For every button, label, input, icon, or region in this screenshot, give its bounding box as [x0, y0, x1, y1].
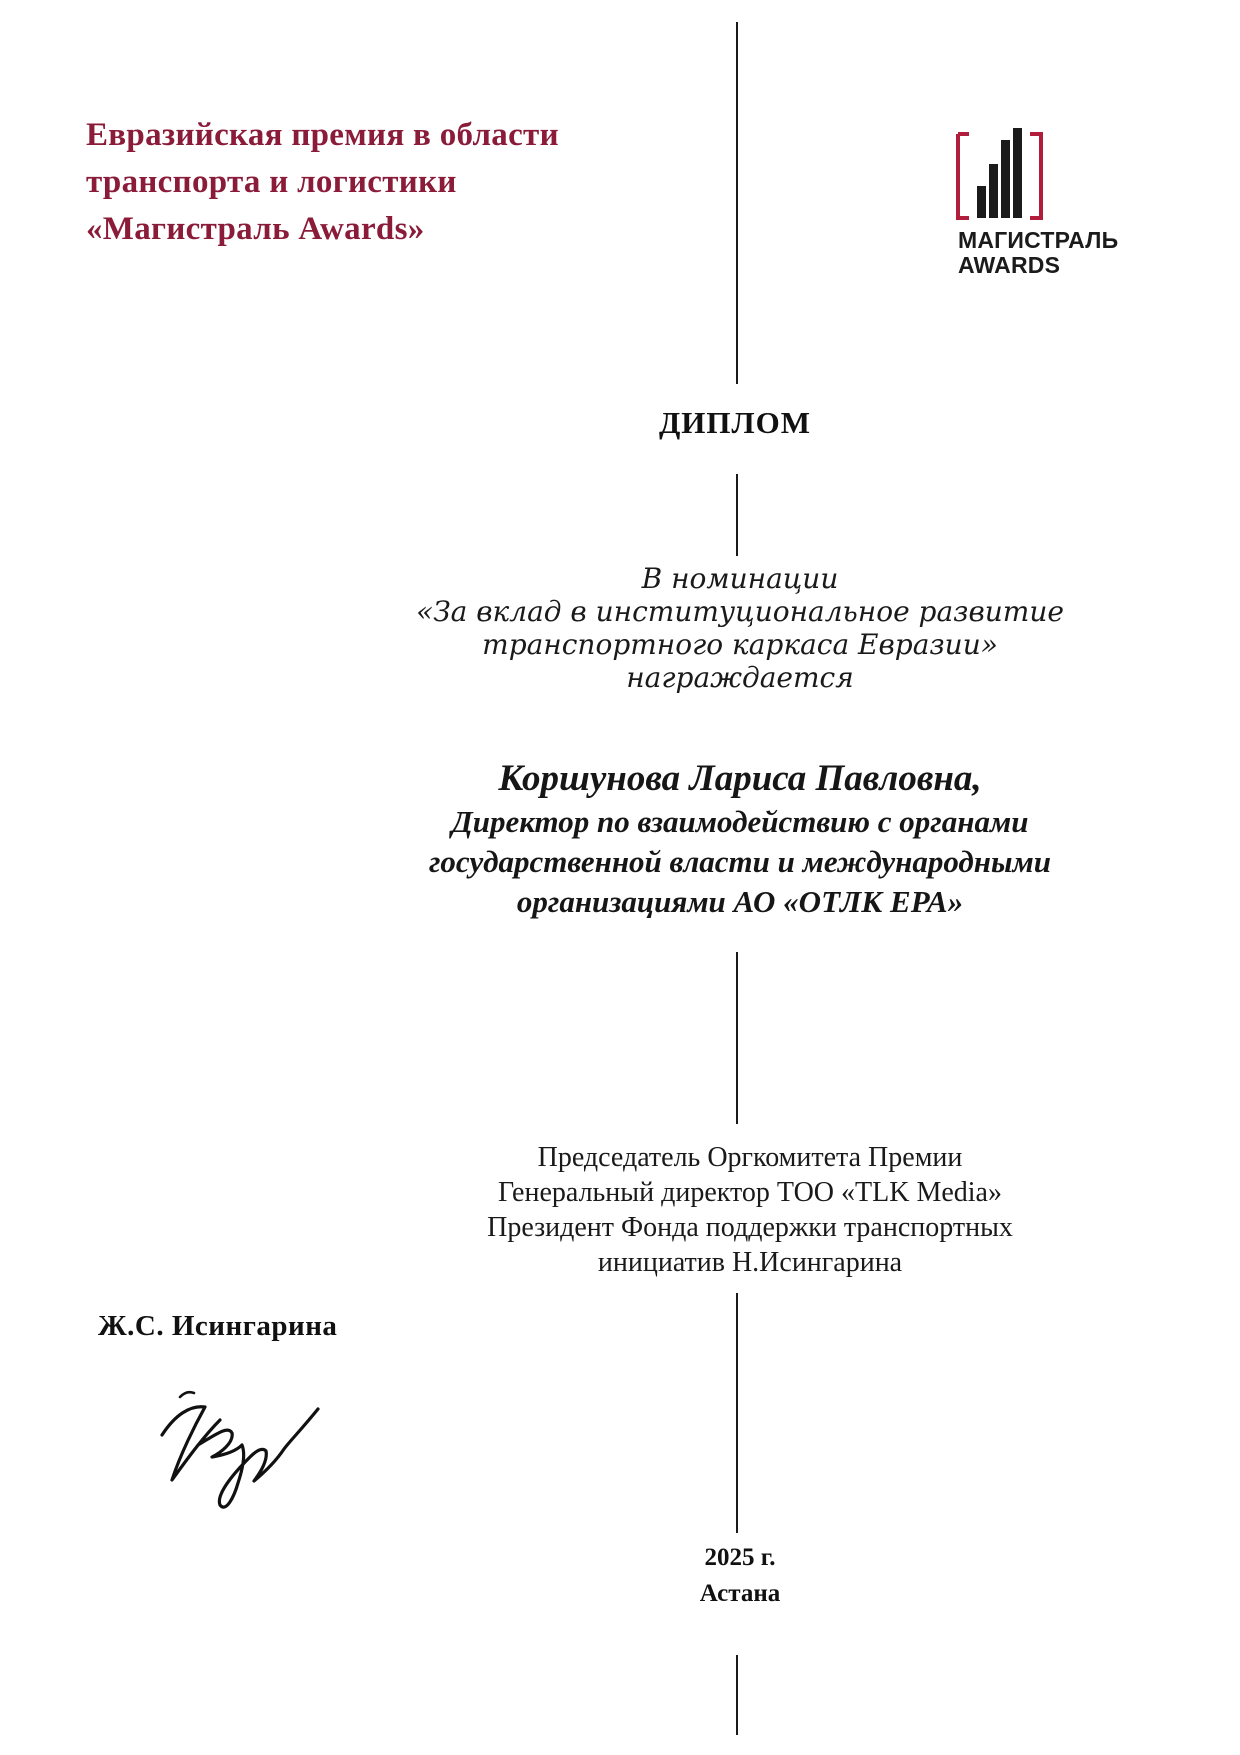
- award-title-line: «Магистраль Awards»: [86, 211, 425, 247]
- award-title-line: транспорта и логистики: [86, 164, 457, 200]
- signer-name: Ж.С. Исингарина: [98, 1310, 338, 1342]
- chairman-line: Президент Фонда поддержки транспортных: [487, 1212, 1013, 1243]
- document-title: ДИПЛОМ: [658, 405, 812, 440]
- nomination-line: В номинации: [641, 562, 839, 595]
- signature-icon: [150, 1375, 340, 1525]
- recipient-position-line: государственной власти и международными: [428, 844, 1051, 879]
- chairman-block: [400, 1140, 1100, 1280]
- date-place: [620, 1540, 860, 1612]
- logo-line-2: AWARDS: [958, 252, 1061, 278]
- building-bars-icon: [955, 128, 1050, 223]
- logo-line-1: МАГИСТРАЛЬ: [958, 227, 1119, 253]
- nomination-text: [330, 562, 1150, 694]
- nomination-line: награждается: [626, 661, 854, 694]
- award-title-line: Евразийская премия в области: [86, 117, 559, 153]
- magistral-awards-logo: [950, 128, 1120, 288]
- divider-line: [736, 22, 738, 384]
- nomination-line: транспортного каркаса Евразии»: [482, 628, 998, 661]
- city: Астана: [699, 1580, 781, 1607]
- divider-line: [736, 1655, 738, 1735]
- nomination-line: «За вклад в институциональное развитие: [416, 595, 1064, 628]
- recipient-position-line: Директор по взаимодействию с органами: [451, 804, 1029, 839]
- divider-line: [736, 952, 738, 1124]
- award-title: [86, 112, 646, 253]
- recipient-name: Коршунова Лариса Павловна,: [498, 758, 982, 799]
- recipient-block: [330, 756, 1150, 922]
- recipient-position-line: организациями АО «ОТЛК ЕРА»: [516, 884, 964, 919]
- chairman-line: Председатель Оргкомитета Премии: [537, 1142, 963, 1173]
- logo-text: [958, 228, 1118, 278]
- divider-line: [736, 1293, 738, 1533]
- chairman-line: инициатив Н.Исингарина: [597, 1247, 903, 1278]
- chairman-line: Генеральный директор ТОО «TLK Media»: [498, 1177, 1002, 1208]
- divider-line: [736, 474, 738, 556]
- year: 2025 г.: [704, 1544, 776, 1571]
